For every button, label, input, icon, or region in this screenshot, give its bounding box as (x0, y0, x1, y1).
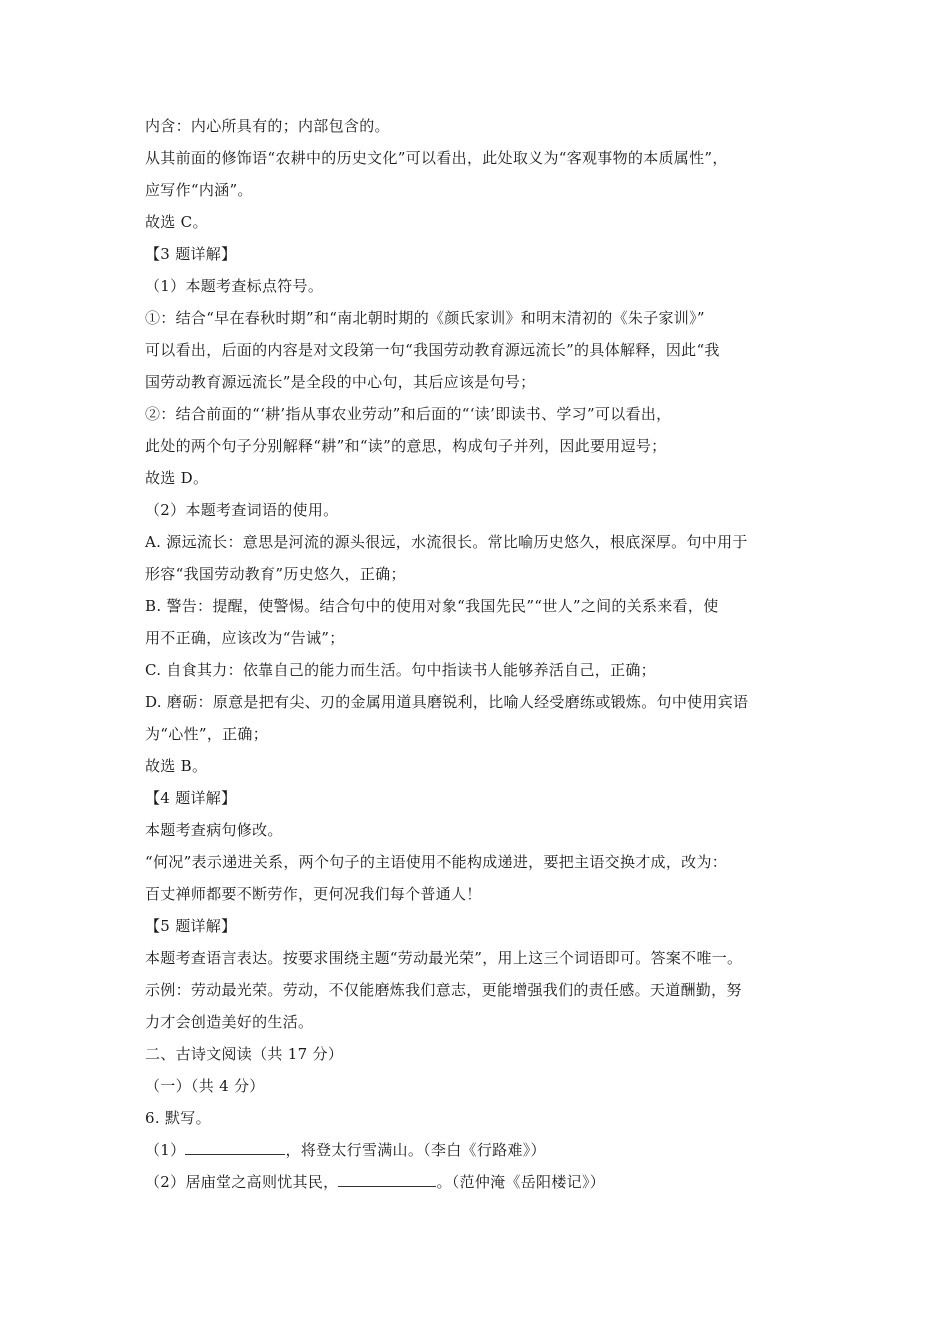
text-line: A. 源远流长：意思是河流的源头很远，水流很长。常比喻历史悠久，根底深厚。句中用于 (145, 533, 748, 551)
text-line: 故选 B。 (145, 757, 208, 775)
text-line: （1）本题考查标点符号。 (145, 277, 324, 295)
answer-blank (185, 1140, 285, 1155)
text-line: 本题考查病句修改。 (145, 821, 283, 839)
text-line: 故选 C。 (145, 213, 208, 231)
text-line: C. 自食其力：依靠自己的能力而生活。句中指读书人能够养活自己，正确； (145, 661, 656, 679)
question-suffix: ，将登太行雪满山。（李白《行路难》） (285, 1141, 546, 1159)
fill-blank-question-2 (145, 1172, 815, 1192)
text-line: ②：结合前面的“‘耕’指从事农业劳动”和后面的“‘读’即读书、学习”可以看出， (145, 405, 672, 423)
text-line: 形容“我国劳动教育”历史悠久，正确； (145, 565, 406, 583)
text-line: “何况”表示递进关系，两个句子的主语使用不能构成递进，要把主语交换才成，改为： (145, 853, 728, 871)
question-prefix: （2）居庙堂之高则忧其民， (145, 1173, 339, 1191)
text-line: 为“心性”，正确； (145, 725, 269, 743)
text-line: 故选 D。 (145, 469, 209, 487)
text-line: B. 警告：提醒，使警惕。结合句中的使用对象“我国先民”“世人”之间的关系来看，使 (145, 597, 719, 615)
text-line: 此处的两个句子分别解释“耕”和“读”的意思，构成句子并列，因此要用逗号； (145, 437, 667, 455)
text-line: 内含：内心所具有的；内部包含的。 (145, 117, 390, 135)
text-line: 应写作“内涵”。 (145, 181, 253, 199)
section-heading: 【4 题详解】 (145, 789, 237, 807)
text-line: 力才会创造美好的生活。 (145, 1013, 314, 1031)
question-suffix: 。（范仲淹《岳阳楼记》） (436, 1173, 606, 1191)
text-line: 可以看出，后面的内容是对文段第一句“我国劳动教育源远流长”的具体解释，因此“我 (145, 341, 720, 359)
question-prefix: （1） (145, 1141, 186, 1159)
text-line: 示例：劳动最光荣。劳动，不仅能磨炼我们意志，更能增强我们的责任感。天道酬勤，努 (145, 981, 742, 999)
section-heading: 【3 题详解】 (145, 245, 237, 263)
text-line: （一）（共 4 分） (145, 1077, 265, 1095)
text-line: 百丈禅师都要不断劳作，更何况我们每个普通人！ (145, 885, 482, 903)
text-line: 从其前面的修饰语“农耕中的历史文化”可以看出，此处取义为“客观事物的本质属性”， (145, 149, 728, 167)
fill-blank-question-1 (145, 1140, 815, 1160)
text-line: 国劳动教育源远流长”是全段的中心句，其后应该是句号； (145, 373, 536, 391)
question-title: 6. 默写。 (145, 1109, 211, 1127)
text-line: 用不正确，应该改为“告诫”； (145, 629, 345, 647)
text-line: D. 磨砺：原意是把有尖、刃的金属用道具磨锐利，比喻人经受磨练或锻炼。句中使用宾语 (145, 693, 749, 711)
section-heading: 【5 题详解】 (145, 917, 237, 935)
answer-blank (338, 1172, 436, 1187)
text-line: （2）本题考查词语的使用。 (145, 501, 339, 519)
text-line: 本题考查语言表达。按要求围绕主题“劳动最光荣”，用上这三个词语即可。答案不唯一。 (145, 949, 743, 967)
text-line: ①：结合“早在春秋时期”和“南北朝时期的《颜氏家训》和明末清初的《朱子家训》” (145, 309, 705, 327)
part-heading: 二、古诗文阅读（共 17 分） (145, 1045, 344, 1063)
